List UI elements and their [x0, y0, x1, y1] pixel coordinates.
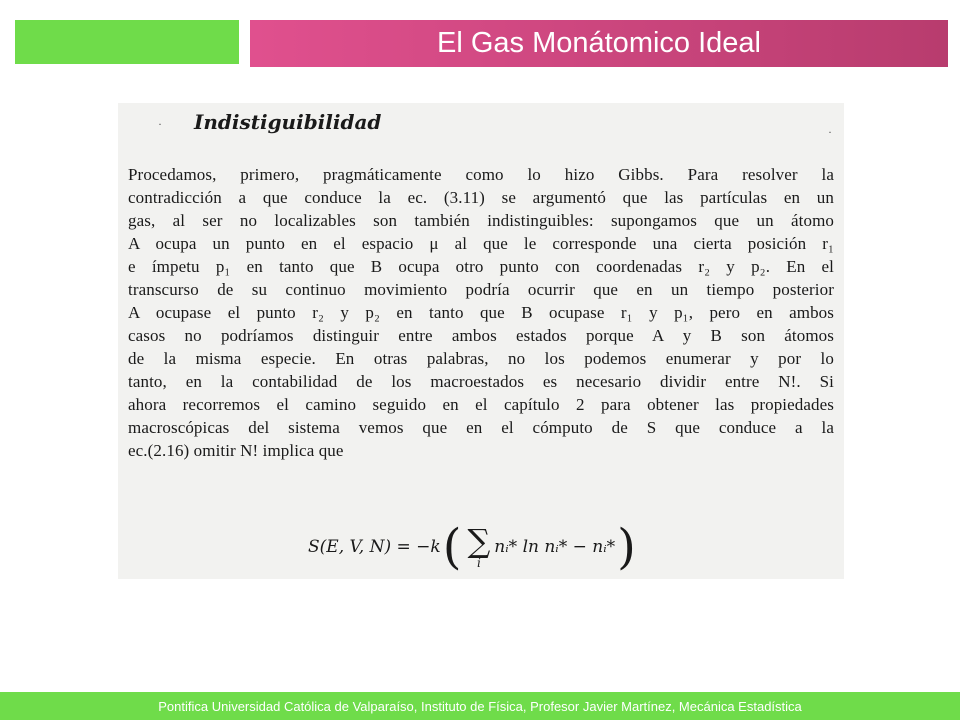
paragraph-line: Procedamos, primero, pragmáticamente como lo hizo Gibbs. Para resolver la: [128, 165, 834, 184]
right-paren: ): [617, 519, 636, 575]
paragraph-line: A ocupa un punto en el espacio μ al que le corresponde una cierta posición r₁: [128, 234, 834, 253]
paragraph-line: A ocupase el punto r₂ y p₂ en tanto que B ocupase r₁ y p₁, pero en ambos: [128, 303, 834, 322]
paragraph-line: e ímpetu p₁ en tanto que B ocupa otro punto con coordenadas r₂ y p₂. En el: [128, 257, 834, 276]
paragraph-line: contradicción a que conduce la ec. (3.11) se argumentó que las partículas en un: [128, 188, 834, 207]
paragraph-line: tanto, en la contabilidad de los macroestados es necesario dividir entre N!. Si: [128, 372, 834, 391]
paragraph-line: casos no podríamos distinguir entre ambos estados porque A y B son átomos: [128, 326, 834, 345]
paragraph-line: macroscópicas del sistema vemos que en el cómputo de S que conduce a la: [128, 418, 834, 437]
paragraph-line: gas, al ser no localizables son también indistinguibles: supongamos que un átomo: [128, 211, 834, 230]
footer-bar: [0, 692, 960, 720]
paragraph-line: ahora recorremos el camino seguido en el capítulo 2 para obtener las propiedades: [128, 395, 834, 414]
formula-body: nᵢ* ln nᵢ* − nᵢ*: [494, 537, 616, 557]
footer-text: Pontifica Universidad Católica de Valparaíso, Instituto de Física, Profesor Javier Martínez, Mecánica Estadística: [158, 698, 802, 714]
slide-title-text: El Gas Monátomico Ideal: [437, 27, 761, 59]
header-accent-block: [15, 20, 239, 64]
sigma-symbol: ∑: [467, 522, 491, 560]
scan-speck: ·: [828, 125, 832, 139]
formula-lhs: S(E, V, N) = −k: [308, 537, 441, 557]
slide-title: [250, 20, 948, 67]
paragraph-line: de la misma especie. En otras palabras, no los podemos enumerar y por lo: [128, 349, 834, 368]
paragraph-line: ec.(2.16) omitir N! implica que: [128, 441, 344, 460]
scan-speck: ·: [158, 117, 162, 131]
section-heading: Indistiguibilidad: [194, 110, 382, 134]
summation: [467, 522, 491, 570]
entropy-formula: [308, 519, 638, 575]
left-paren: (: [442, 519, 462, 575]
paragraph-line: transcurso de su continuo movimiento podría ocurrir que en un tiempo posterior: [128, 280, 834, 299]
scanned-page: [118, 103, 844, 579]
paragraph: [128, 163, 834, 462]
sum-index: i: [476, 556, 481, 570]
